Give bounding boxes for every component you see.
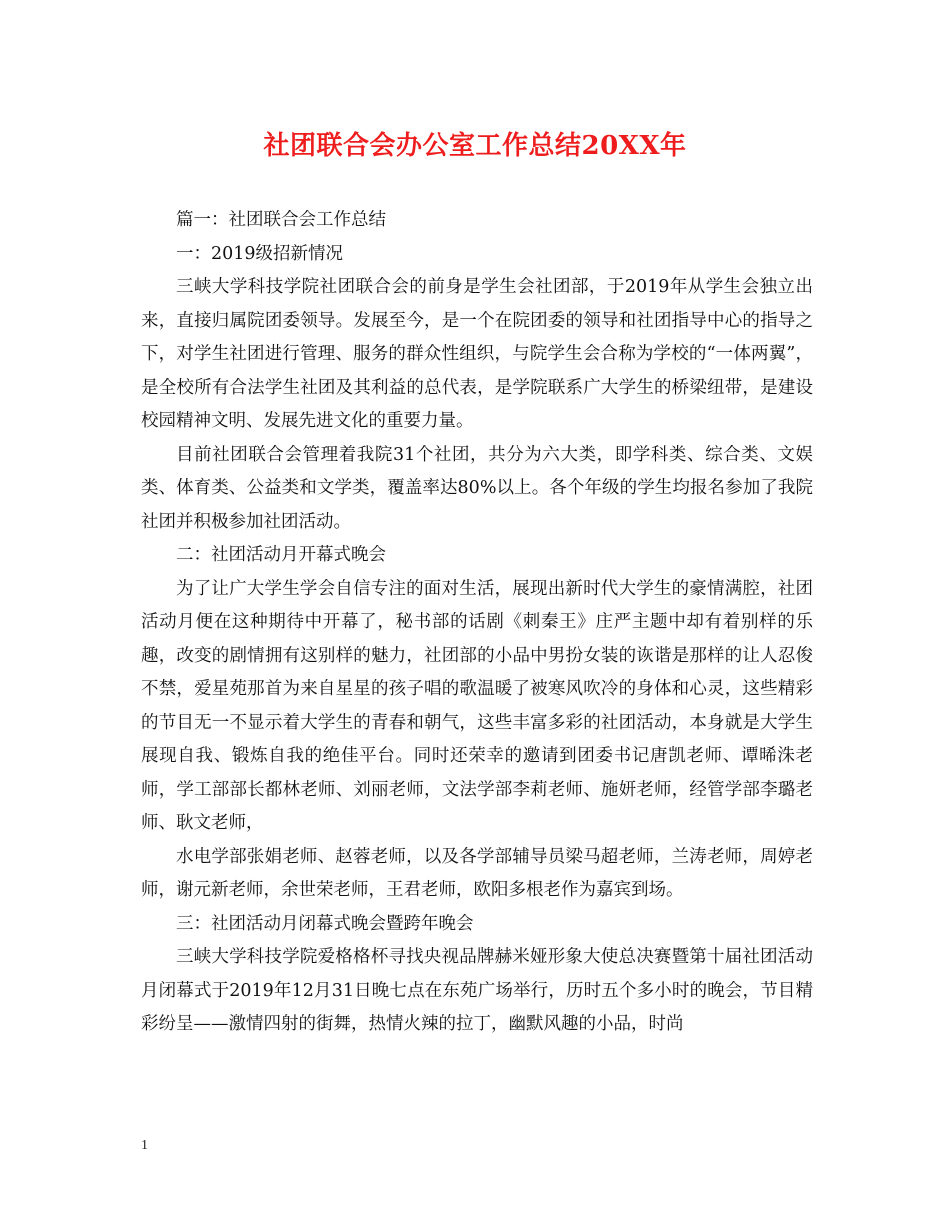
paragraph-club-count: 目前社团联合会管理着我院31个社团，共分为六大类，即学科类、综合类、文娱类、体育类、公益类和文学类，覆盖率达80%以上。各个年级的学生均报名参加了我院社团并积极参加社团活动。 (141, 444, 813, 532)
paragraph-intro: 三峡大学科技学院社团联合会的前身是学生会社团部，于2019年从学生会独立出来，直接归属院团委领导。发展至今，是一个在院团委的领导和社团指导中心的指导之下，对学生社团进行管理、服务的群众性组织，与院学生会合称为学校的“一体两翼”，是全校所有合法学生社团及其利益的总代表，是学院联系广大学生的桥梁纽带，是建设校园精神文明、发展先进文化的重要力量。 (141, 277, 813, 431)
paragraph-section-2-heading: 二：社团活动月开幕式晚会 (176, 545, 386, 565)
paragraph-section-3-heading: 三：社团活动月闭幕式晚会暨跨年晚会 (176, 913, 474, 934)
document-title: 社团联合会办公室工作总结20XX年 (263, 131, 687, 161)
paragraph-guests: 水电学部张娟老师、赵蓉老师，以及各学部辅导员梁马超老师，兰涛老师，周婷老师，谢元新老师，余世荣老师，王君老师，欧阳多根老作为嘉宾到场。 (141, 846, 813, 900)
paragraph-section-1-heading: 一：2019级招新情况 (176, 243, 344, 264)
document-body (141, 204, 813, 1042)
paragraph-closing-gala: 三峡大学科技学院爱格格杯寻找央视品牌赫米娅形象大使总决赛暨第十届社团活动月闭幕式于2019年12月31日晚七点在东苑广场举行，历时五个多小时的晚会，节目精彩纷呈——激情四射的街舞，热情火辣的拉丁，幽默风趣的小品，时尚 (141, 947, 813, 1034)
paragraph-opening-gala: 为了让广大学生学会自信专注的面对生活，展现出新时代大学生的豪情满腔，社团活动月便在这种期待中开幕了，秘书部的话剧《刺秦王》庄严主题中却有着别样的乐趣，改变的剧情拥有这别样的魅力，社团部的小品中男扮女装的诙谐是那样的让人忍俊不禁，爱星苑那首为来自星星的孩子唱的歌温暖了被寒风吹冷的身体和心灵，这些精彩的节目无一不显示着大学生的青春和朝气，这些丰富多彩的社团活动，本身就是大学生展现自我、锻炼自我的绝佳平台。同时还荣幸的邀请到团委书记唐凯老师、谭晞洙老师，学工部部长都林老师、刘丽老师，文法学部李莉老师、施妍老师，经管学部李璐老师、耿文老师， (141, 578, 813, 833)
page-number: 1 (141, 1138, 148, 1153)
paragraph-heading-part-one: 篇一：社团联合会工作总结 (176, 210, 386, 230)
